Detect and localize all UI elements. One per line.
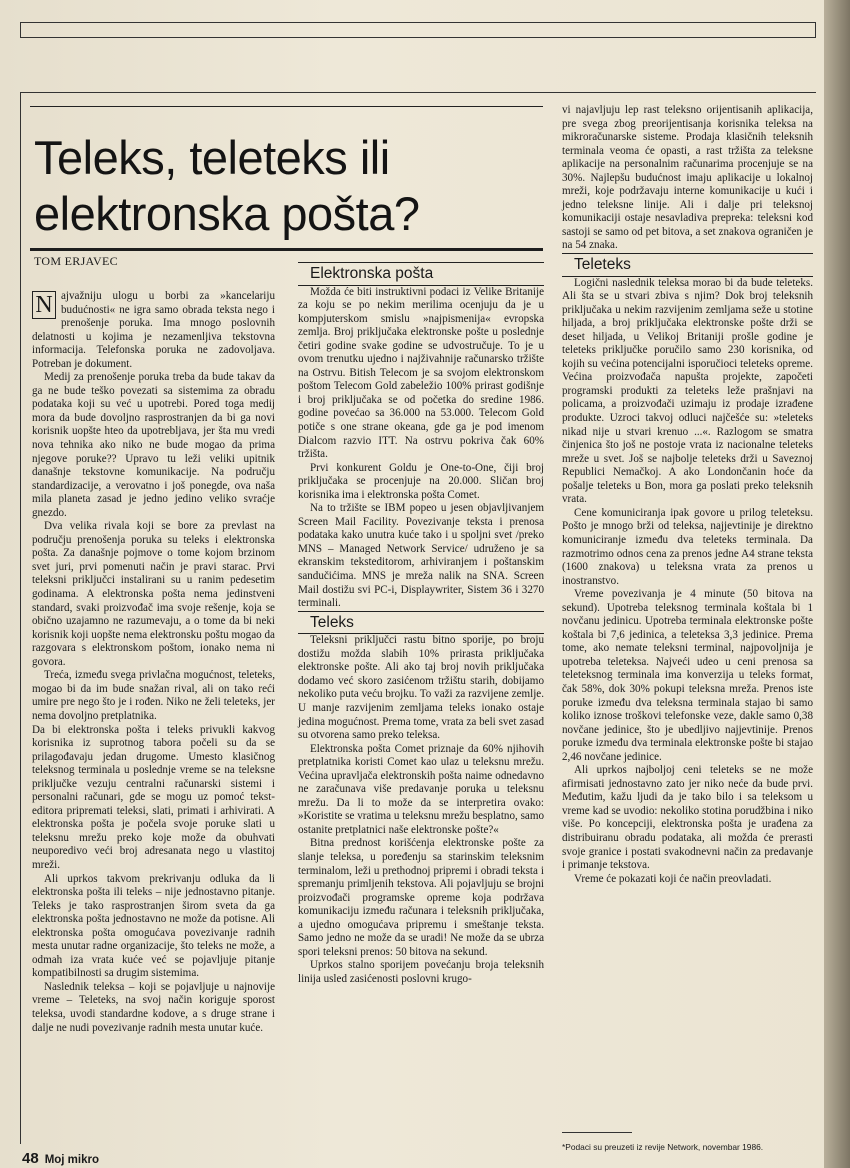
paragraph: Elektronska pošta Comet priznaje da 60% njihovih pretplatnika koristi Comet kao ulaz u teleksnu mrežu. Većina upravljača elektronskih pošta naime odnedavno ne zaračunava više predavanje poruka u teleksnu mrežu. Da li to može da se interpretira ovako: »Koristite se vratima u teleksnu mrežu besplatno, samo ostanite pretplatnici naše elektronske pošte?«	[298, 742, 544, 836]
author-byline: TOM ERJAVEC	[34, 254, 118, 268]
paragraph: Logični naslednik teleksa morao bi da bude teleteks. Ali šta se u stvari zbiva s njim? Dok broj teleksnih priključaka u nekim razvijenim zemljama seže u stotine hiljada, a broj priključaka elektronske pošte drži se deset hiljada, u Velikoj Britaniji prošle godine je teleteks priključke poručilo samo 230 korisnika, od kojih su većina potencijalni isporučioci teleteks opreme. Većina proizvođača napušta projekte, započeti programski produkti za teleteks leže prašnjavi na policama, a proizvođači uzimaju iz prodaje izrađene produkte. Uzroci takvoj odluci najčešće su: »teleteks nikad nije u stvari krenuo ...«. Razlogom se smatra činjenica što još ne postoje vrata iz nacionalne teleteks mreže u svet. Još se najbolje teleteks drži u Saveznoj Republici Nemačkoj. A ako Londončanin hoće da pošalje teleteks u Bon, mora ga poslati preko teleksnih vrata.	[562, 276, 813, 506]
page-number: 48	[22, 1150, 39, 1167]
section-heading-teleks: Teleks	[298, 611, 544, 635]
section-heading-teleteks: Teleteks	[562, 253, 813, 277]
paragraph: Treća, između svega privlačna mogućnost, teleteks, mogao bi da im bude snažan rival, ali on tako reći umire pre nego što je i rođen. Niko ne želi teleteks, jer nema dovoljno pretplatnika.	[32, 669, 275, 722]
top-rule	[30, 106, 543, 107]
magazine-name: Moj mikro	[44, 1154, 99, 1166]
paragraph: vi najavljuju lep rast teleksno orijentisanih aplikacija, pre svega zbog preorijentisanja korisnika teleksa na mikroračunarske sisteme. Prodaja klasičnih teleksnih terminala veoma će opasti, a rast tržišta za teleksne aplikacije na personalnim računarima procenjuje se na 30%. Najlepšu budućnost imaju aplikacije u lokalnoj mreži, koje podržavaju interne komunikacije u kući i jedno teleksne linije. Ali i dalje pri teleksnoj komunikaciji ostaje nesavladiva prepreka: teleksni kod sastoji se samo od pet bitova, a set znakova ograničen je na 54 znaka.	[562, 104, 813, 252]
paragraph: Ali uprkos najboljoj ceni teleteks se ne može afirmisati jednostavno zato jer niko neće da bude prvi. Međutim, kažu ljudi da je tako bilo i sa teleksom u vreme kad se uvodio: nekoliko stotina porudžbina i niko više. Po koncepciji, elektronska pošta je urađena za distribuiranu obradu podataka, ali možda će prerasti svoje granice i postati svakodnevni način za predavanje i primanje tekstova.	[562, 764, 813, 872]
paragraph: Naslednik teleksa – koji se pojavljuje u najnovije vreme – Teleteks, na svoj način koriguje sporost teleksa, uvodi standardne kodove, a s druge strane i dalje ne nudi povezivanje radnih mesta unutar kuće.	[32, 980, 275, 1034]
paragraph: Vreme povezivanja je 4 minute (50 bitova na sekund). Upotreba teleksnog terminala koštala bi 1 novčanu jedinicu. Upotreba terminala elektronske pošte koštala bi 7,6 jedinica, a teleteksa 3,3 jedinice. Prema tome, ako nemate teleksni terminal, najpovoljnija je upotreba teleteksa. Najveći udeo u ceni prenosa sa teleteksnog terminala ima konverzija u teleks format, čak 58%, dok 30% pokupi teleksna mreža. Prenos iste poruke između dva teleksna terminala stajao bi samo koliko iznose troškovi telefonske veze, dakle samo 0,38 novčane jedinice, što je ubedljivo najjevtinije. Prenos poruke između dva terminala elektronske pošte bi stajao 2,46 novčane jedinice.	[562, 588, 813, 763]
column-2	[298, 262, 544, 986]
paragraph: Bitna prednost korišćenja elektronske pošte za slanje teleksa, u poređenju sa starinskim teleksnim terminalom, leži u prethodnoj pripremi i obradi teksta i spremanju primljenih tekstova. Ali pojavljuju se brojni proizvođači programske opreme koja podržava komunikaciju između računara i teleksnih priključaka, a ujedno omogućava pripremu i smeštanje teksta. Samo jedno ne može da se uradi! Ne može da se ubrza spori teleksni prenos: 50 bitova na sekund.	[298, 837, 544, 958]
paragraph: Cene komuniciranja ipak govore u prilog teleteksu. Pošto je mnogo brži od teleksa, najjevtinije je direktno komuniciranje između dva teleteks terminala. Da razmotrimo odnos cena za prenos jedne A4 strane teksta (1600 znakova) u teleksna vrata za prenos u inostranstvo.	[562, 506, 813, 587]
page-spine-shadow	[824, 0, 850, 1168]
column-1	[32, 290, 275, 1035]
paragraph: Na to tržište se IBM popeo u jesen objavljivanjem Screen Mail Facility. Povezivanje teksta i prenosa podataka kako unutra kuće tako i u spoljni svet /preko MNS – Managed Network Service/ udruženo je sa ekranskim teksteditorom, arhiviranjem i poštanskim sandučićima. MNS je mreža nalik na SNA. Screen Mail dostižu svi PC-i, Displaywriter, Sistem 36 i 3270 terminali.	[298, 502, 544, 610]
paragraph: Možda će biti instruktivni podaci iz Velike Britanije za koju se po nekim merilima ocenjuju da je u kompjuterskom smislu »najpismenija« evropska zemlja. Broj priključaka elektronske pošte u poslednje četiri godine svake godine se udvostručuje. To je u ovom trenutku ujedno i najživahnije računarsko tržište na Ostrvu. Bitish Telecom je sa svojom elektronskom poštom Telecom Gold zabeležio 100% prirast godišnje i broj priključaka se od početka do sredine 1986. godine povećao sa 36.000 na 53.000. Telecom Gold potiče s one strane okeana, gde ga je pod imenom Dialcom razvio ITT. Na ostrvu pokriva čak 60% tržišta.	[298, 285, 544, 461]
paragraph: Da bi elektronska pošta i teleks privukli kakvog korisnika iz suprotnog tabora počeli su da se prilagođavaju jedan drugome. Umesto klasičnog teleksnog terminala u poslednje vreme se na teleksne priključke vezuju centralni računarski sistemi i personalni računari, gde se mogu uz pomoć tekst-editora pripremati teleksi, slati, primati i arhivirati. A elektronska pošta je počela svoje poruke slati u teleksnu mrežu preko koje može da obuhvati neuporedivo veći broj adresanata nego u vlastitoj mreži.	[32, 723, 275, 871]
section-heading-elektronska-posta: Elektronska pošta	[298, 262, 544, 286]
column-3	[562, 104, 813, 886]
paragraph: Vreme će pokazati koji će način preovladati.	[574, 872, 772, 885]
paragraph: Ali uprkos takvom prekrivanju odluka da li elektronska pošta ili teleks – nije jednostavno pitanje. Teleks je tako rasprostranjen širom sveta da ga elektronska pošta jednostavno ne može da potisne. Ali elektronska pošta omogućava povezivanje radnih mesta unutar radne organizacije, što teleks ne može, a odmah iza vrata kuće već se pojavljuje pitanje kompatibilnosti sa drugim sistemima.	[32, 872, 275, 980]
footnote-rule	[562, 1132, 632, 1133]
paragraph: Prvi konkurent Goldu je One-to-One, čiji broj priključaka se procenjuje na 20.000. Sličan broj korisnika ima i elektronska pošta Comet.	[298, 461, 544, 501]
footnote: *Podaci su preuzeti iz revije Network, novembar 1986.	[562, 1142, 764, 1152]
paragraph: Uprkos stalno sporijem povećanju broja teleksnih linija usled zasićenosti poslovni krugo-	[298, 959, 544, 985]
paragraph: Dva velika rivala koji se bore za prevlast na području prenošenja poruka su teleks i elektronska pošta. Za današnje pojmove o tome kojom brzinom svet juri, prvi pomenuti način je pravi starac. Prvi teleksni priključci instalirani su u ranim pedesetim godinama. A elektronska pošta nema jedinstveni standard, svaki proizvođač ima svoje rešenje, koja se obično uzajamno ne razumevaju, a o tome da bi neki korisnik koji uopšte nema elektronsku poštu mogao da razgovara s elektronskom poštom, ionako nema ni govora.	[32, 520, 275, 668]
article-title: Teleks, teleteks ili elektronska pošta?	[34, 131, 420, 240]
paragraph: Teleksni priključci rastu bitno sporije, po broju dostižu možda slabih 10% prirasta priključaka elektronske pošte. Ali ako taj broj novih priključaka dodamo već skoro zasićenom tržištu starih, dobijamo nekoliko puta veću brojku. To važi za razvijene zemlje. U manje razvijenim zemljama teleks ionako ostaje jedina mogućnost. Prema tome, vrata za beli svet zasad su otvorena samo preko teleksa.	[298, 634, 544, 742]
title-rule	[30, 248, 543, 251]
page-footer	[22, 1150, 99, 1167]
paragraph: ajvažniju ulogu u borbi za »kancelariju budućnosti« ne igra samo obrada teksta nego i prenošenje poruka. Ima mnogo poslovnih delatnosti u kojima je nezamenljiva tekstovna informacija. Telefonska poruka ne zadovoljava. Potreban je dokument.	[32, 290, 275, 370]
paragraph: Medij za prenošenje poruka treba da bude takav da ga ne bude teško povezati sa sistemima za obradu podataka koji su već u upotrebi. Pored toga medij mora da bude dovoljno rasprostranjen da bi ga novi korisnik uopšte hteo da upotrebljava, jer šta mu vredi nova tehnika ako niko ne bude mogao da prima njegove poruke?? Upravo tu leži veliki upitnik današnje tekstovne komunikacije. Na području standardizacije, a verovatno i još ponegde, ova naša mila planeta zasad je jedno jedino veliko svraćje gnezdo.	[32, 371, 275, 519]
header-box	[20, 22, 816, 38]
drop-cap: N	[32, 291, 56, 319]
